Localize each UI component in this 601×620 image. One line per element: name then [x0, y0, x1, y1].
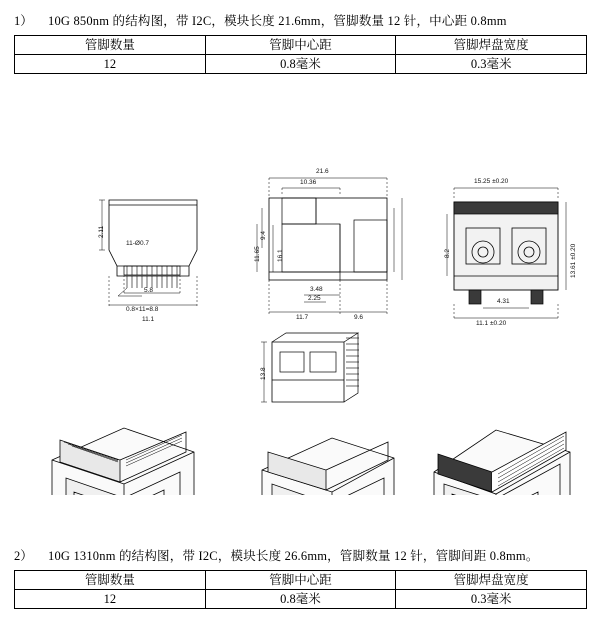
spec-table-1	[14, 35, 587, 74]
dim-431: 4.31	[497, 298, 510, 305]
section-2-heading	[14, 547, 587, 565]
dim-348: 3.48	[310, 286, 323, 293]
cad-drawing-svg	[14, 80, 587, 495]
table-cell: 12	[15, 55, 206, 74]
dim-58: 5.8	[144, 287, 154, 294]
table-cell: 0.8毫米	[205, 55, 396, 74]
table-row	[15, 590, 587, 609]
dim-111-left: 11.1	[142, 316, 155, 323]
dim-1361: 13.61 ±0.20	[570, 243, 577, 278]
dim-82: 8.2	[444, 248, 451, 258]
dim-225: 2.25	[308, 295, 321, 302]
dim-top-inner: 10.36	[300, 179, 317, 186]
dim-left-1165: 11.65	[254, 246, 261, 262]
dim-117: 11.7	[296, 314, 309, 321]
dim-left-161: 16.1	[277, 249, 284, 262]
table-header-cell: 管脚中心距	[205, 36, 396, 55]
section-1-number: 1）	[14, 14, 33, 28]
table-cell: 12	[15, 590, 206, 609]
dim-top-overall: 21.6	[316, 168, 329, 175]
table-header-cell: 管脚焊盘宽度	[396, 571, 587, 590]
table-header-cell: 管脚数量	[15, 36, 206, 55]
table-cell: 0.3毫米	[396, 55, 587, 74]
spec-table-2	[14, 570, 587, 609]
dim-pitch: 0.8×11=8.8	[126, 306, 159, 313]
dim-211: 2.11	[98, 225, 105, 238]
section-2-number: 2）	[14, 549, 33, 563]
dim-1525: 15.25 ±0.20	[474, 178, 509, 185]
table-cell: 0.8毫米	[205, 590, 396, 609]
technical-drawing	[14, 80, 587, 495]
dim-hole-callout: 11-Ø0.7	[126, 240, 150, 247]
dim-96: 9.6	[354, 314, 364, 321]
table-header-cell: 管脚中心距	[205, 571, 396, 590]
dim-111-right: 11.1 ±0.20	[476, 320, 507, 327]
table-row	[15, 55, 587, 74]
table-header-row	[15, 36, 587, 55]
section-2-text: 10G 1310nm 的结构图，带 I2C，模块长度 26.6mm，管脚数量 12 针，管脚间距 0.8mm。	[48, 549, 539, 563]
table-cell: 0.3毫米	[396, 590, 587, 609]
table-header-cell: 管脚数量	[15, 571, 206, 590]
table-header-row	[15, 571, 587, 590]
dim-138: 13.8	[260, 367, 267, 380]
section-1-heading	[14, 12, 587, 30]
table-header-cell: 管脚焊盘宽度	[396, 36, 587, 55]
section-2-block	[14, 545, 587, 609]
section-1-text: 10G 850nm 的结构图，带 I2C，模块长度 21.6mm，管脚数量 12 针，中心距 0.8mm	[48, 14, 507, 28]
dim-left-94: 9.4	[260, 230, 267, 240]
